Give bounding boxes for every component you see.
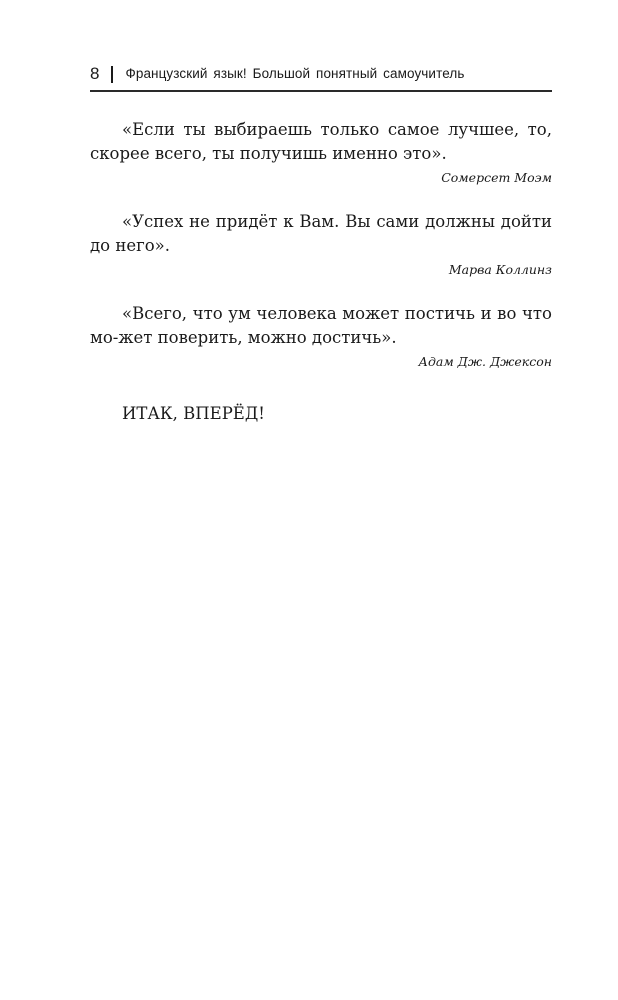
quote-author: Адам Дж. Джексон [418,354,552,369]
quote-block [90,302,552,372]
quote-block [90,210,552,280]
quote-author: Марва Коллинз [448,262,552,277]
quote-text: «Успех не придёт к Вам. Вы сами должны дойти до него». [90,212,552,255]
closing-line: ИТАК, ВПЕРЁД! [122,404,265,423]
quote-author: Сомерсет Моэм [441,170,552,185]
quote-text: «Если ты выбираешь только самое лучшее, то, скорее всего, ты получишь именно это». [90,120,552,163]
page-number: 8 [90,64,100,83]
page-header [90,64,552,92]
header-separator [111,66,113,83]
epigraph-section [90,118,552,394]
quote-block [90,118,552,188]
quote-text: «Всего, что ум человека может постичь и во что мо-жет поверить, можно достичь». [90,304,552,347]
running-title: Французский язык! Большой понятный самоучитель [125,66,465,81]
